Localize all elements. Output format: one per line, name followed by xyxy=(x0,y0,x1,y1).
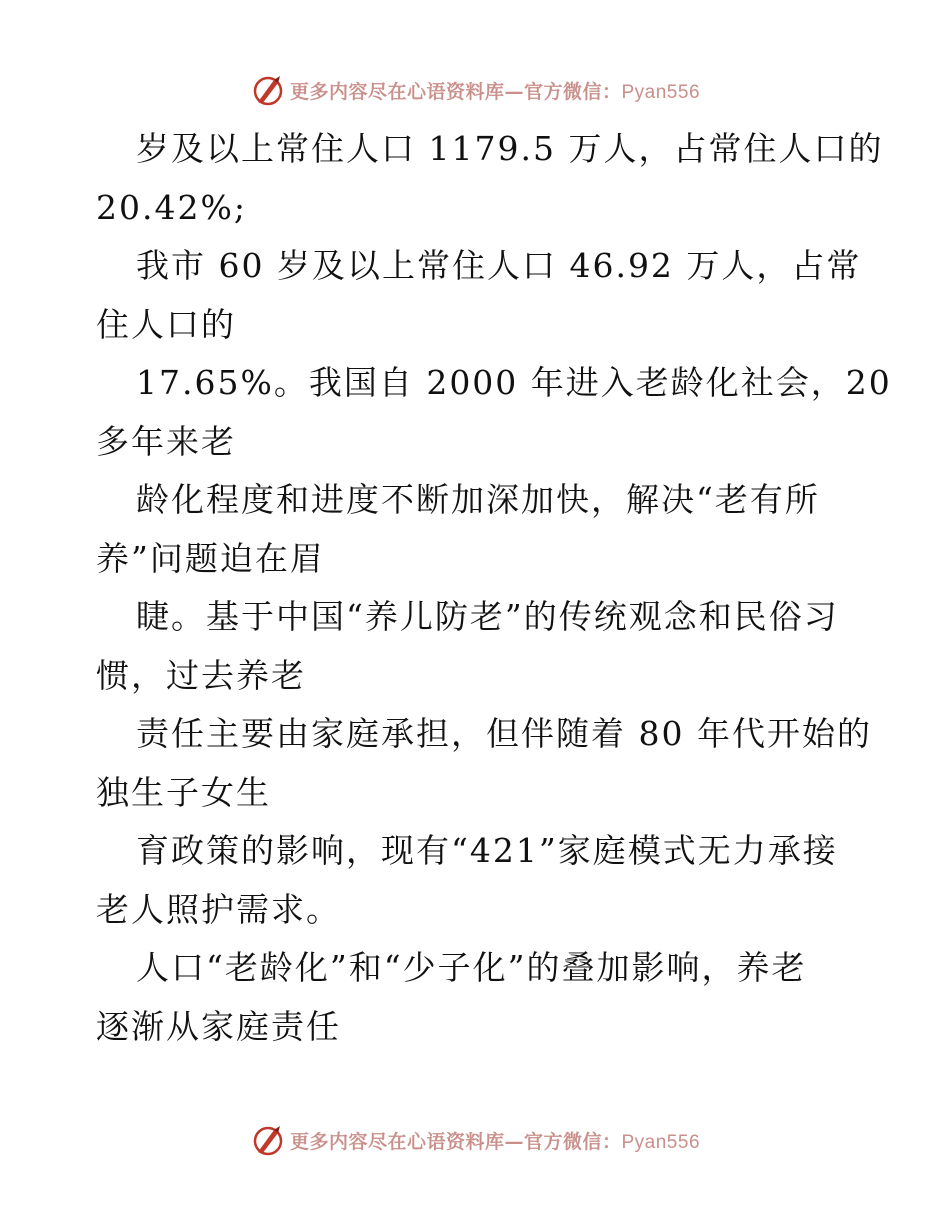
text-line: 独生子女生 xyxy=(96,772,271,812)
pen-logo-icon xyxy=(250,1122,286,1158)
text-line: 育政策的影响，现有“421”家庭模式无力承接 xyxy=(136,831,838,870)
header-banner xyxy=(0,70,950,110)
text-line: 责任主要由家庭承担，但伴随着 80 年代开始的 xyxy=(136,714,872,753)
text-line: 我市 60 岁及以上常住人口 46.92 万人，占常 xyxy=(136,246,862,285)
footer-banner-text: 更多内容尽在心语资料库—官方微信：Pyan556 xyxy=(289,1130,701,1153)
text-line: 人口“老龄化”和“少子化”的叠加影响，养老 xyxy=(136,948,807,987)
text-line: 龄化程度和进度不断加深加快，解决“老有所 xyxy=(136,480,820,519)
text-line: 养”问题迫在眉 xyxy=(96,538,325,578)
text-line: 老人照护需求。 xyxy=(96,889,341,929)
text-line: 20.42%; xyxy=(96,187,247,227)
document-body xyxy=(96,120,892,1056)
footer-banner xyxy=(0,1120,950,1160)
text-line: 逐渐从家庭责任 xyxy=(96,1006,341,1046)
pen-logo-icon xyxy=(250,72,286,108)
text-line: 多年来老 xyxy=(96,421,236,461)
text-line: 住人口的 xyxy=(96,304,236,344)
text-line: 岁及以上常住人口 1179.5 万人，占常住人口的 xyxy=(136,129,884,168)
text-line: 睫。基于中国“养儿防老”的传统观念和民俗习 xyxy=(136,597,839,636)
text-line: 惯，过去养老 xyxy=(96,655,306,695)
header-banner-text: 更多内容尽在心语资料库—官方微信：Pyan556 xyxy=(289,80,701,103)
text-line: 17.65%。我国自 2000 年进入老龄化社会，20 xyxy=(136,363,892,402)
